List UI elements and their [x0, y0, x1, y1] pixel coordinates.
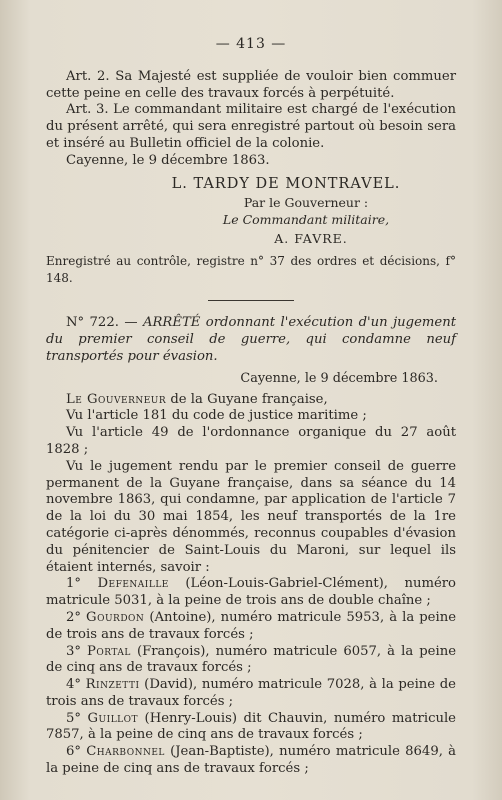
convict-details: (Léon-Louis-Gabriel-Clément), numéro matricule 5031, à la peine de trois ans de double chaîne ;: [46, 576, 456, 609]
decree-title: [46, 315, 456, 365]
convict-item: [46, 610, 456, 644]
convict-name: Portal: [87, 643, 131, 659]
convict-details: (François), numéro matricule 6057, à la peine de cinq ans de travaux forcés ;: [46, 643, 456, 676]
convict-number: 6°: [66, 744, 87, 760]
convict-details: (Henry-Louis) dit Chauvin, numéro matricule 7857, à la peine de cinq ans de travaux forcés ;: [46, 710, 456, 743]
convict-number: 1°: [66, 576, 98, 592]
convict-item: [46, 711, 456, 745]
convict-number: 2°: [66, 609, 87, 625]
decree-number: N° 722.: [66, 315, 119, 331]
section-divider: [208, 300, 294, 301]
governor-signature: L. TARDY DE MONTRAVEL.: [171, 175, 401, 192]
article-3: Art. 3. Le commandant militaire est chargé de l'exécution du présent arrêté, qui sera enregistré partout où besoin sera et inséré au Bulletin officiel de la colonie.: [46, 102, 456, 151]
convict-number: 3°: [66, 643, 88, 659]
convict-item: [46, 576, 456, 610]
decree-dash: —: [124, 315, 143, 331]
convict-list: [46, 576, 456, 778]
vu-judgment: Vu le jugement rendu par le premier conseil de guerre permanent de la Guyane française, dans sa séance du 14 novembre 1863, qui condamne, par application de l'article 7 de la loi du 30 mai 1854, les neuf transportés de la 1re catégorie ci-après dénommés, reconnus coupables d'évasion du pénitencier de Saint-Louis du Maroni, sur lequel ils étaient internés, savoir :: [46, 458, 456, 575]
governor-label: Le Gouverneur: [66, 391, 167, 407]
convict-number: 5°: [66, 710, 88, 726]
signature-by: Par le Gouverneur :: [243, 195, 369, 211]
decree-heading: ARRÊTÉ ordonnant l'exécution d'un jugement du premier conseil de guerre, qui condamne neuf transportés pour évasion.: [46, 315, 456, 364]
convict-name: Defenaille: [97, 576, 169, 592]
convict-details: (Antoine), numéro matricule 5953, à la peine de trois ans de travaux forcés ;: [46, 609, 456, 642]
convict-name: Charbonnel: [86, 744, 165, 760]
vu-article-181: Vu l'article 181 du code de justice maritime ;: [66, 408, 367, 424]
convict-name: Guillot: [87, 710, 139, 726]
convict-name: Rinzetti: [85, 677, 140, 693]
place-date: Cayenne, le 9 décembre 1863.: [66, 152, 270, 168]
convict-item: [46, 677, 456, 711]
signature-role: Le Commandant militaire,: [222, 212, 390, 228]
vu-article-49: Vu l'article 49 de l'ordonnance organique du 27 août 1828 ;: [46, 425, 456, 457]
convict-name: Gourdon: [86, 609, 145, 625]
registration-note: Enregistré au contrôle, registre n° 37 des ordres et décisions, f° 148.: [46, 253, 456, 285]
page-number: — 413 —: [215, 36, 287, 52]
governor-line: [46, 392, 456, 409]
signature-signer: A. FAVRE.: [274, 230, 348, 246]
governor-rest: de la Guyane française,: [166, 391, 328, 407]
decree-dateline: Cayenne, le 9 décembre 1863.: [240, 370, 438, 386]
convict-details: (David), numéro matricule 7028, à la peine de trois ans de travaux forcés ;: [46, 677, 456, 709]
convict-details: (Jean-Baptiste), numéro matricule 8649, à la peine de cinq ans de travaux forcés ;: [46, 744, 456, 777]
article-2: Art. 2. Sa Majesté est suppliée de vouloir bien commuer cette peine en celle des travaux forcés à perpétuité.: [46, 68, 456, 101]
convict-item: [46, 744, 456, 778]
convict-item: [46, 644, 456, 678]
convict-number: 4°: [66, 677, 86, 693]
